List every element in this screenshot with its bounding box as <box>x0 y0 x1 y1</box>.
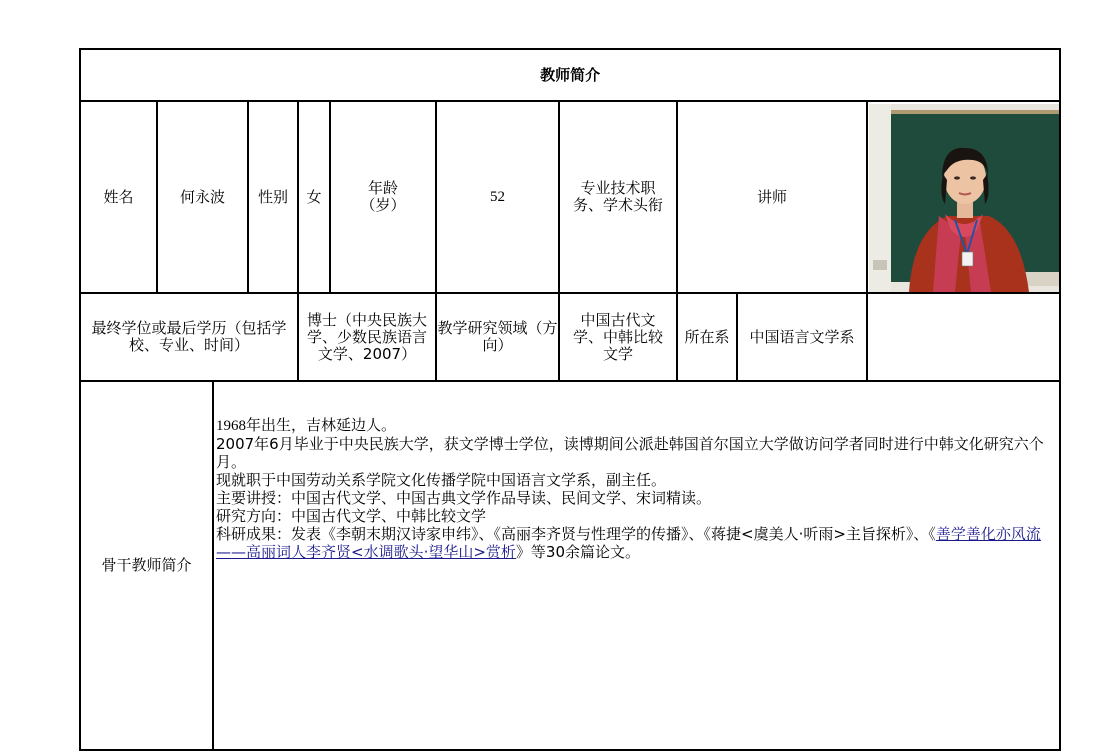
name-value: 何永波 <box>157 101 248 293</box>
table-title: 教师简介 <box>80 49 1060 101</box>
paper-link[interactable]: 善学善化亦风流——高丽词人李齐贤<水调歌头·望华山>赏析 <box>216 525 1041 561</box>
research-label: 教学研究领域（方向） <box>436 293 559 381</box>
title-label: 专业技术职务、学术头衔 <box>559 101 677 293</box>
dept-value: 中国语言文学系 <box>737 293 867 381</box>
bio-line: 1968年出生，吉林延边人。 <box>216 418 397 434</box>
bio-content <box>213 381 1060 750</box>
gender-label: 性别 <box>248 101 298 293</box>
teacher-profile-table <box>79 48 1061 751</box>
title-value: 讲师 <box>677 101 867 293</box>
degree-value: 博士（中央民族大学、少数民族语言文学、2007） <box>298 293 436 381</box>
age-value: 52 <box>436 101 559 293</box>
degree-label: 最终学位或最后学历（包括学校、专业、时间） <box>80 293 298 381</box>
bio-research-suffix: 》等30余篇论文。 <box>515 543 641 561</box>
bio-line <box>216 525 1055 561</box>
bio-line: 主要讲授：中国古代文学、中国古典文学作品导读、民间文学、宋词精读。 <box>216 489 712 507</box>
age-label <box>330 101 436 293</box>
age-label-line2: （岁） <box>360 196 406 214</box>
bio-label: 骨干教师简介 <box>80 381 213 750</box>
bio-line: 2007年6月毕业于中央民族大学，获文学博士学位，读博期间公派赴韩国首尔国立大学做访问学者同时进行中韩文化研究六个月。 <box>216 435 1044 471</box>
name-label: 姓名 <box>80 101 157 293</box>
teacher-photo-cell <box>867 101 1060 293</box>
dept-label: 所在系 <box>677 293 737 381</box>
empty-cell <box>867 293 1060 381</box>
gender-value: 女 <box>298 101 330 293</box>
bio-line: 现就职于中国劳动关系学院文化传播学院中国语言文学系，副主任。 <box>216 471 667 489</box>
teacher-photo <box>869 104 1059 292</box>
bio-line: 研究方向：中国古代文学、中韩比较文学 <box>216 507 487 525</box>
research-value: 中国古代文学、中韩比较文学 <box>559 293 677 381</box>
bio-research-prefix: 科研成果：发表《李朝末期汉诗家申纬》、《高丽李齐贤与性理学的传播》、《蒋捷<虞美人·听雨>主旨探析》、《 <box>216 525 936 543</box>
age-label-line1: 年龄 <box>367 179 398 197</box>
